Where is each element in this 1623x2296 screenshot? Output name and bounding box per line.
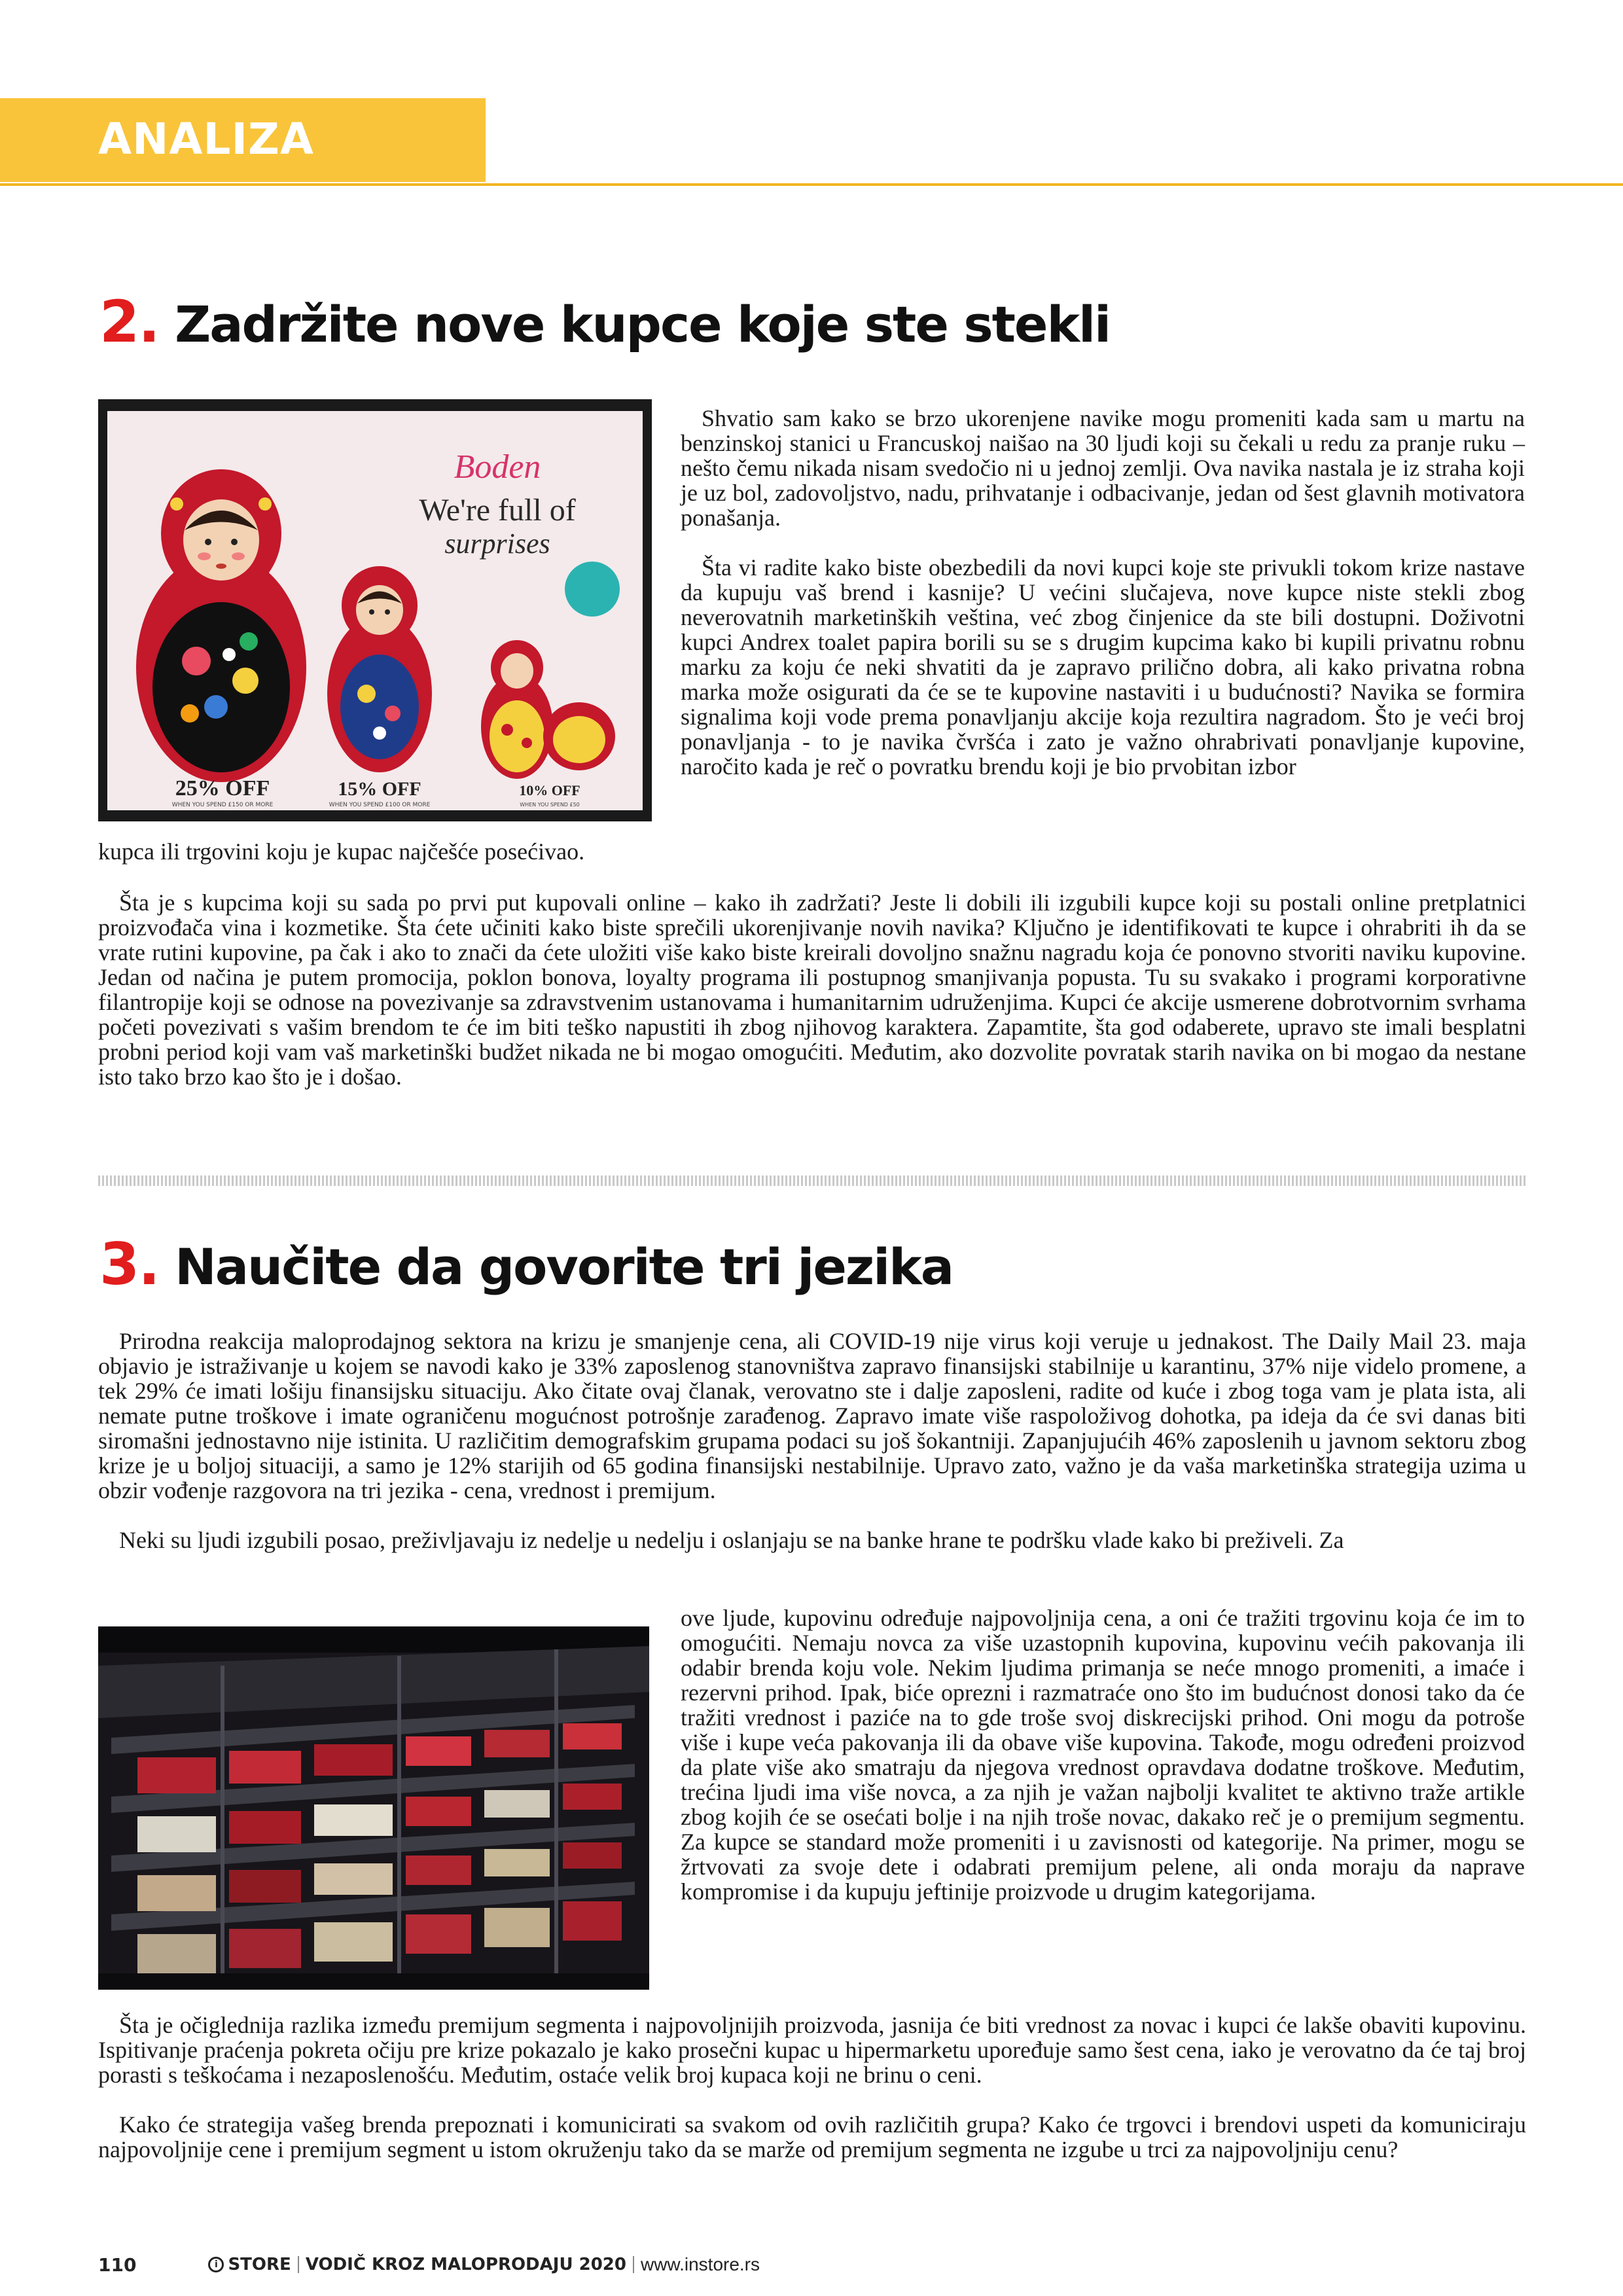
section3-paragraph-3: Šta je očiglednija razlika između premijum segmenta i najpovoljnijih proizvoda, jasnija će biti vrednost za novac i kupci će lakše obaviti kupovinu. Ispitivanje praćenja pokreta očiju pre krize pokazalo je kako prosečni kupac u hipermarketu upoređuje samo šest cena, iako je verovatno da će taj broj porasti s teškoćama i nezaposlenošću. Međutim, ostaće velik broj kupaca koji ne brinu o ceni. xyxy=(98,2012,1526,2088)
store-aisle-illustration xyxy=(98,1626,649,1990)
section2-paragraph-2-tail: kupca ili trgovini koju je kupac najčešće posećivao. xyxy=(98,838,585,865)
section2-paragraph-2-tail-wrap xyxy=(98,839,1526,864)
footer-url[interactable]: www.instore.rs xyxy=(640,2254,760,2274)
section-divider xyxy=(98,1175,1526,1186)
section2-paragraph-2: Šta vi radite kako biste obezbedili da novi kupci koje ste privukli tokom krize nastave da kupuju vaš brend i kasnije? U većini slučajeva, nove kupce niste stekli zbog neverovatnih marketinških veština, već zbog činjenice da ste bili dostupni. Doživotni kupci Andrex toalet papira borili su se s drugim kupcima kako bi kupili privatnu robnu marku za koju će neki shvatiti da je zapravo prilično dobra, ali kako privatna robna marka može osigurati da će se te kupovine nastaviti i u budućnosti? Navika se formira signalima koji vode prema ponavljanju akcije koja rezultira nagradom. Što je veći broj ponavljanja - to je navika čvršća i zato je važno ohrabrivati ponavljanje kupovine, naročito kada je reč o povratku brendu koji je bio prvobitan izbor xyxy=(681,554,1525,780)
section2-paragraph-1: Shvatio sam kako se brzo ukorenjene navike mogu promeniti kada sam u martu na benzinskoj stanici u Francuskoj naišao na 30 ljudi koji su čekali u redu za pranje ruku – nešto čemu nikada nisam svedočio ni u jednoj zemlji. Ova navika nastala je iz straha koji je uz bol, zadovoljstvo, nadu, prihvatanje i odbacivanje, jedan od šest glavnih motivatora ponašanja. xyxy=(681,405,1525,531)
section2-number: 2. xyxy=(99,288,159,355)
ad-offer-1: 25% OFF xyxy=(175,776,270,800)
boden-ad-illustration xyxy=(98,399,652,821)
footer-separator xyxy=(298,2256,299,2273)
section2-paragraph-3: Šta je s kupcima koji su sada po prvi put kupovali online – kako ih zadržati? Jeste li dobili ili izgubili kupce koji su postali online pretplatnici proizvođača vina i kozmetike. Šta ćete učiniti kako biste sprečili ukorenjivanje novih navika? Ključno je identifikovati te kupce i ohrabriti ih da se vrate rutini kupovine, pa čak i ako to znači da ćete uložiti više kako biste kreirali dovoljno snažnu nagradu koja će ponovno stvoriti naviku kupovine. Jedan od načina je putem promocija, poklon bonova, loyalty programa ili postupnog smanjivanja popusta. Tu su svakako i programi korporativne filantropije koji se odnose na povezivanje sa zdravstvenim ustanovama i humanitarnim udruženjima. Kupci će akcije usmerene dobrotvornim svrhama početi povezivati s vašim brendom te će im biti teško napustiti ih zbog njihovog karaktera. Zapamtite, šta god odaberete, upravo ste imali besplatni probni period koji vam vaš marketinški budžet nikada ne bi mogao omogućiti. Međutim, ako dozvolite povratak starih navika on bi mogao da nestane isto tako brzo kao što je i došao. xyxy=(98,889,1526,1090)
header-rule xyxy=(0,183,1623,186)
section3-heading xyxy=(99,1230,953,1298)
section3-column-right xyxy=(681,1605,1525,1904)
footer-publication: VODIČ KROZ MALOPRODAJU 2020 xyxy=(305,2255,626,2274)
section3-paragraph-1: Prirodna reakcija maloprodajnog sektora na krizu je smanjenje cena, ali COVID-19 nije virus koji veruje u jednakost. The Daily Mail 23. maja objavio je istraživanje u kojem se navodi kako je 33% zaposlenog stanovništva zapravo finansijski stabilnije u karantinu, 37% nije videlo promene, a tek 29% će imati lošiju finansijsku situaciju. Ako čitate ovaj članak, verovatno ste i dalje zaposleni, radite od kuće i zbog toga vam je plata ista, ali nemate putne troškove i imate ograničenu mogućnost potrošnje zarađenog. Zapravo imate više raspoloživog dohotka, pa ideja da će svi danas biti siromašni jednostavno nije istinita. U različitim demografskim grupama podaci su još šokantniji. Zapanjujućih 46% zaposlenih u javnom sektoru zbog krize je u boljoj situaciji, a samo je 12% starijih od 65 godina finansijski nestabilnije. Upravo zato, važno je da vaša marketinška strategija uzima u obzir vođenje razgovora na tri jezika - cena, vrednost i premijum. xyxy=(98,1328,1526,1503)
ad-tagline-1: We're full of xyxy=(419,493,576,528)
boden-ad-photo xyxy=(98,399,652,821)
section3-title: Naučite da govorite tri jezika xyxy=(175,1238,953,1296)
section-label: ANALIZA xyxy=(98,114,314,164)
section3-paragraph-2-lead: Neki su ljudi izgubili posao, preživljavaju iz nedelje u nedelju i oslanjaju se na banke hrane te podršku vlade kako bi preživeli. Za xyxy=(119,1527,1344,1553)
footer-separator xyxy=(633,2256,634,2273)
section3-body-top xyxy=(98,1329,1526,1552)
footer-brand: STORE xyxy=(228,2255,291,2274)
section2-title: Zadržite nove kupce koje ste stekli xyxy=(175,295,1111,353)
section3-paragraph-4: Kako će strategija vašeg brenda prepoznati i komunicirati sa svakom od ovih različitih grupa? Kako će trgovci i brendovi uspeti da komuniciraju najpovoljnije cene i premijum segment u istom okruženju tako da se marže od premijum segmenta ne izgube u trci za najpovoljniju cenu? xyxy=(98,2111,1526,2162)
store-logo-icon: i xyxy=(208,2257,224,2272)
ad-brand: Boden xyxy=(454,448,541,486)
store-aisle-photo xyxy=(98,1626,649,1990)
section3-body-bottom xyxy=(98,2013,1526,2162)
page-footer xyxy=(98,2251,760,2278)
ad-offer-2: 15% OFF xyxy=(338,778,421,800)
section3-number: 3. xyxy=(99,1230,159,1298)
teal-badge-icon xyxy=(565,562,620,617)
section3-paragraph-2: ove ljude, kupovinu određuje najpovoljnija cena, a oni će tražiti trgovinu koja će im to omogućiti. Nemaju novca za više uzastopnih kupovina, kupovinu većih pakovanja ili odabir brenda koju vole. Nekim ljudima primanja se neće mnogo promeniti, a imaće i rezervni prihod. Ipak, biće oprezni i razmatraće ono što im budućnost donosi tako da će tražiti vrednost i paziće na to gde troše svoj diskrecijski prihod. Oni mogu da potroše više i kupe veća pakovanja ili da obave više kupovina. Takođe, mogu određeni proizvod da plate više ako smatraju da njegova vrednost opravdava dodatne troškove. Međutim, trećina ljudi ima više novca, a za njih je važan najbolji kvalitet te aktivno traže artikle zbog kojih će se osećati bolje i na njih troše novac, dakako reč je o premijum segmentu. Za kupce se standard može promeniti i u zavisnosti od kategorije. Na primer, mogu se žrtvovati za svoje dete i odabrati premijum pelene, ali onda moraju da naprave kompromise i da kupuju jeftinije proizvode u drugim kategorijama. xyxy=(681,1605,1525,1905)
ad-offer-3-fine: WHEN YOU SPEND £50 xyxy=(520,802,580,808)
ad-tagline-2: surprises xyxy=(444,528,550,560)
section2-column-right xyxy=(681,406,1525,779)
medium-matryoshka-doll xyxy=(327,566,432,772)
ad-offer-3: 10% OFF xyxy=(519,782,580,798)
section2-body-full xyxy=(98,890,1526,1089)
ad-offer-1-fine: WHEN YOU SPEND £150 OR MORE xyxy=(171,802,274,808)
ad-offer-2-fine: WHEN YOU SPEND £100 OR MORE xyxy=(329,802,431,808)
section2-heading xyxy=(99,288,1111,355)
page-number: 110 xyxy=(98,2253,137,2276)
